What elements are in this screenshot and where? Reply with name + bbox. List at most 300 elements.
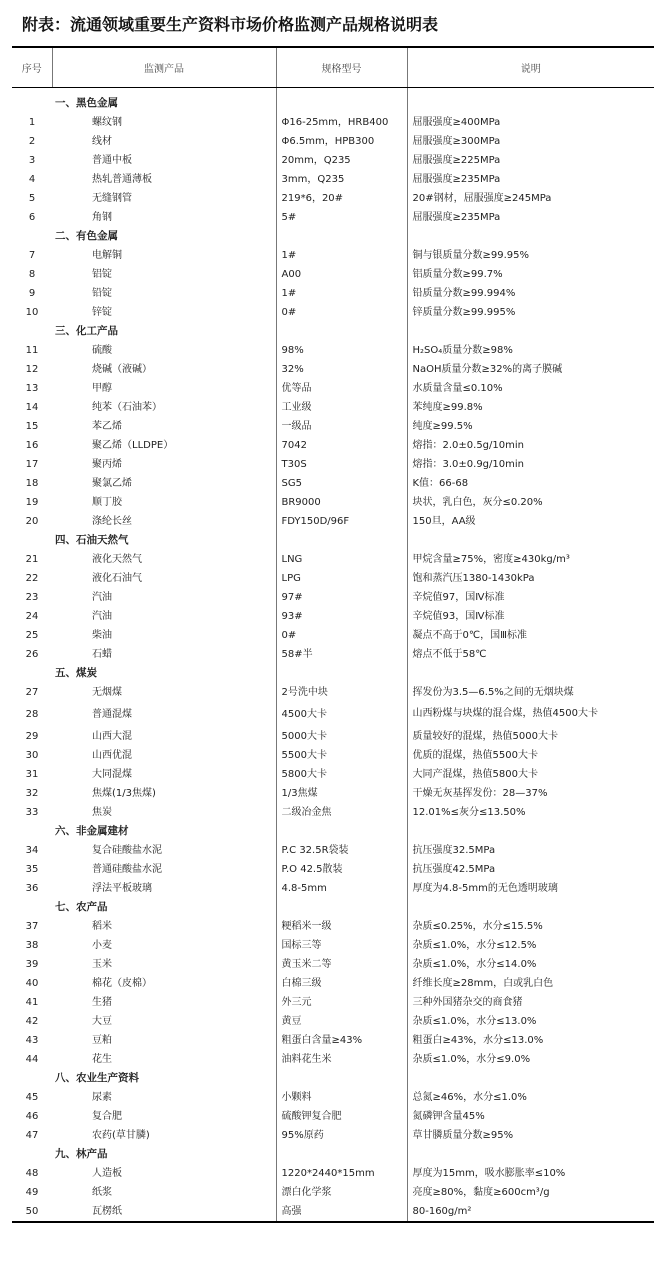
row-number: 50	[12, 1202, 52, 1222]
product-name: 线材	[92, 135, 112, 147]
desc-cell: 饱和蒸汽压1380-1430kPa	[407, 569, 654, 588]
desc-cell: 甲烷含量≥75%，密度≥430kg/m³	[407, 550, 654, 569]
product-name: 液化天然气	[92, 553, 142, 565]
table-row	[12, 588, 654, 607]
table-row	[12, 955, 654, 974]
product-name: 稻米	[92, 920, 112, 932]
table-row	[12, 860, 654, 879]
product-name: 聚乙烯（LLDPE）	[92, 439, 174, 451]
product-name: 复合肥	[92, 1110, 122, 1122]
row-number: 9	[28, 287, 36, 299]
spec-cell: 粗蛋白含量≥43%	[276, 1031, 407, 1050]
table-row	[12, 569, 654, 588]
table-row	[12, 727, 654, 746]
desc-cell: 粗蛋白≥43%，水分≤13.0%	[407, 1031, 654, 1050]
row-number: 41	[25, 996, 39, 1008]
product-name: 涤纶长丝	[92, 515, 132, 527]
row-number: 15	[25, 420, 39, 432]
product-name: 大同混煤	[92, 768, 132, 780]
row-number: 14	[25, 401, 39, 413]
product-name: 人造板	[92, 1167, 122, 1179]
table-row	[12, 841, 654, 860]
desc-cell: 质量较好的混煤，热值5000大卡	[407, 727, 654, 746]
spec-cell: 优等品	[276, 379, 407, 398]
row-number: 12	[25, 363, 39, 375]
table-row	[12, 1012, 654, 1031]
desc-cell: 杂质≤1.0%，水分≤9.0%	[407, 1050, 654, 1069]
row-number: 29	[25, 730, 39, 742]
row-number: 6	[28, 211, 36, 223]
table-row	[12, 1031, 654, 1050]
category-spec-cell	[276, 87, 407, 113]
table-row	[12, 246, 654, 265]
table-row	[12, 265, 654, 284]
spec-cell: 粳稻米一级	[276, 917, 407, 936]
spec-cell: 97#	[276, 588, 407, 607]
desc-cell: 屈服强度≥225MPa	[407, 151, 654, 170]
row-number: 48	[25, 1167, 39, 1179]
row-number: 40	[25, 977, 39, 989]
category-label: 九、林产品	[55, 1147, 108, 1160]
row-number: 39	[25, 958, 39, 970]
category-row	[12, 87, 654, 113]
product-name: 无缝钢管	[92, 192, 132, 204]
row-number: 1	[28, 116, 36, 128]
spec-cell: 4.8-5mm	[276, 879, 407, 898]
table-row	[12, 455, 654, 474]
row-number: 28	[25, 708, 39, 720]
spec-cell: T30S	[276, 455, 407, 474]
spec-cell: 1#	[276, 284, 407, 303]
desc-cell: 20#钢材，屈服强度≥245MPa	[407, 189, 654, 208]
table-row	[12, 284, 654, 303]
table-row	[12, 550, 654, 569]
header-product: 监测产品	[52, 47, 276, 87]
desc-cell: 铜与银质量分数≥99.95%	[407, 246, 654, 265]
table-row	[12, 360, 654, 379]
category-desc-cell	[407, 1069, 654, 1088]
desc-cell: 大同产混煤，热值5800大卡	[407, 765, 654, 784]
row-number: 3	[28, 154, 36, 166]
product-name: 聚丙烯	[92, 458, 122, 470]
table-row	[12, 189, 654, 208]
desc-cell: 杂质≤0.25%，水分≤15.5%	[407, 917, 654, 936]
row-number: 13	[25, 382, 39, 394]
table-body	[12, 87, 654, 1222]
table-row	[12, 803, 654, 822]
spec-cell: 4500大卡	[276, 702, 407, 727]
spec-cell: 白棉三级	[276, 974, 407, 993]
product-name: 复合硅酸盐水泥	[92, 844, 162, 856]
product-name: 山西优混	[92, 749, 132, 761]
product-name: 纯苯（石油苯）	[92, 401, 162, 413]
category-spec-cell	[276, 531, 407, 550]
spec-table	[12, 46, 654, 1223]
spec-cell: 58#半	[276, 645, 407, 664]
desc-cell: 总氮≥46%，水分≤1.0%	[407, 1088, 654, 1107]
category-no-cell	[12, 1145, 52, 1164]
table-row	[12, 993, 654, 1012]
desc-cell: 厚度为15mm，吸水膨胀率≤10%	[407, 1164, 654, 1183]
row-number: 11	[25, 344, 39, 356]
desc-cell: 杂质≤1.0%，水分≤12.5%	[407, 936, 654, 955]
desc-cell: 氮磷钾含量45%	[407, 1107, 654, 1126]
row-number: 32	[25, 787, 39, 799]
spec-cell: 硫酸钾复合肥	[276, 1107, 407, 1126]
spec-cell: 二级冶金焦	[276, 803, 407, 822]
product-name: 汽油	[92, 591, 112, 603]
product-name: 豆粕	[92, 1034, 112, 1046]
category-no-cell	[12, 1069, 52, 1088]
row-number: 24	[25, 610, 39, 622]
row-number: 34	[25, 844, 39, 856]
product-name: 顺丁胶	[92, 496, 122, 508]
table-row	[12, 379, 654, 398]
product-name: 甲醇	[92, 382, 112, 394]
row-number: 25	[25, 629, 39, 641]
category-label: 四、石油天然气	[55, 533, 129, 546]
category-desc-cell	[407, 531, 654, 550]
desc-cell: 辛烷值97，国Ⅳ标准	[407, 588, 654, 607]
desc-cell: 杂质≤1.0%，水分≤13.0%	[407, 1012, 654, 1031]
category-row	[12, 1069, 654, 1088]
row-number: 45	[25, 1091, 39, 1103]
spec-cell: FDY150D/96F	[276, 512, 407, 531]
spec-cell: BR9000	[276, 493, 407, 512]
category-spec-cell	[276, 1069, 407, 1088]
category-desc-cell	[407, 1145, 654, 1164]
product-name: 纸浆	[92, 1186, 112, 1198]
product-name: 小麦	[92, 939, 112, 951]
spec-cell: 0#	[276, 303, 407, 322]
desc-cell: 挥发份为3.5—6.5%之间的无烟块煤	[407, 683, 654, 702]
table-row	[12, 208, 654, 227]
row-number: 49	[25, 1186, 39, 1198]
table-row	[12, 607, 654, 626]
desc-cell: 熔指：3.0±0.9g/10min	[407, 455, 654, 474]
product-name: 生猪	[92, 996, 112, 1008]
row-number: 22	[25, 572, 39, 584]
row-number: 18	[25, 477, 39, 489]
desc-cell: 铅质量分数≥99.994%	[407, 284, 654, 303]
product-name: 无烟煤	[92, 686, 122, 698]
row-number: 8	[28, 268, 36, 280]
product-name: 棉花（皮棉）	[92, 977, 152, 989]
product-name: 焦煤(1/3焦煤)	[92, 787, 156, 799]
spec-cell: 黄玉米二等	[276, 955, 407, 974]
category-row	[12, 664, 654, 683]
spec-cell: 漂白化学浆	[276, 1183, 407, 1202]
product-name: 角钢	[92, 211, 112, 223]
product-name: 花生	[92, 1053, 112, 1065]
table-row	[12, 151, 654, 170]
product-name: 聚氯乙烯	[92, 477, 132, 489]
spec-cell: 98%	[276, 341, 407, 360]
spec-cell: 2号洗中块	[276, 683, 407, 702]
table-row	[12, 1050, 654, 1069]
table-row	[12, 746, 654, 765]
desc-cell: 抗压强度42.5MPa	[407, 860, 654, 879]
spec-cell: 5000大卡	[276, 727, 407, 746]
product-name: 普通硅酸盐水泥	[92, 863, 162, 875]
category-no-cell	[12, 531, 52, 550]
desc-cell: 厚度为4.8-5mm的无色透明玻璃	[407, 879, 654, 898]
category-spec-cell	[276, 898, 407, 917]
desc-cell: 抗压强度32.5MPa	[407, 841, 654, 860]
category-label: 八、农业生产资料	[55, 1071, 139, 1084]
row-number: 4	[28, 173, 36, 185]
category-label: 一、黑色金属	[55, 96, 118, 109]
desc-cell: 苯纯度≥99.8%	[407, 398, 654, 417]
row-number: 16	[25, 439, 39, 451]
desc-cell: K值：66-68	[407, 474, 654, 493]
row-number: 43	[25, 1034, 39, 1046]
category-row	[12, 898, 654, 917]
table-row	[12, 398, 654, 417]
table-row	[12, 113, 654, 132]
table-row	[12, 1088, 654, 1107]
product-name: 汽油	[92, 610, 112, 622]
spec-cell: 7042	[276, 436, 407, 455]
spec-cell: LPG	[276, 569, 407, 588]
desc-cell: 熔点不低于58℃	[407, 645, 654, 664]
desc-cell: 纤维长度≥28mm，白或乳白色	[407, 974, 654, 993]
table-row	[12, 1126, 654, 1145]
table-row	[12, 879, 654, 898]
desc-cell: 屈服强度≥235MPa	[407, 170, 654, 189]
category-label: 七、农产品	[55, 900, 108, 913]
product-name: 尿素	[92, 1091, 112, 1103]
spec-cell: 32%	[276, 360, 407, 379]
row-number: 26	[25, 648, 39, 660]
product-name: 苯乙烯	[92, 420, 122, 432]
category-desc-cell	[407, 322, 654, 341]
table-row	[12, 917, 654, 936]
spec-cell: A00	[276, 265, 407, 284]
table-row	[12, 765, 654, 784]
category-spec-cell	[276, 664, 407, 683]
table-row	[12, 626, 654, 645]
row-number: 33	[25, 806, 39, 818]
table-row	[12, 436, 654, 455]
table-row	[12, 645, 654, 664]
table-row	[12, 974, 654, 993]
table-row	[12, 1107, 654, 1126]
spec-cell: 5800大卡	[276, 765, 407, 784]
category-row	[12, 531, 654, 550]
product-name: 大豆	[92, 1015, 112, 1027]
category-label: 三、化工产品	[55, 324, 118, 337]
spec-cell: 219*6，20#	[276, 189, 407, 208]
category-desc-cell	[407, 664, 654, 683]
table-row	[12, 493, 654, 512]
category-row	[12, 822, 654, 841]
row-number: 21	[25, 553, 39, 565]
table-row	[12, 132, 654, 151]
desc-cell: 亮度≥80%，黏度≥600cm³/g	[407, 1183, 654, 1202]
desc-cell: 150旦，AA级	[407, 512, 654, 531]
page-title: 附表：流通领域重要生产资料市场价格监测产品规格说明表	[22, 15, 439, 34]
table-row	[12, 341, 654, 360]
category-desc-cell	[407, 898, 654, 917]
spec-cell: Φ6.5mm，HPB300	[276, 132, 407, 151]
category-label: 六、非金属建材	[55, 824, 129, 837]
desc-cell: 草甘膦质量分数≥95%	[407, 1126, 654, 1145]
category-no-cell	[12, 822, 52, 841]
category-no-cell	[12, 227, 52, 246]
product-name: 锌锭	[92, 306, 112, 318]
table-row	[12, 1183, 654, 1202]
product-name: 铝锭	[92, 268, 112, 280]
desc-cell: 杂质≤1.0%，水分≤14.0%	[407, 955, 654, 974]
spec-cell: 1#	[276, 246, 407, 265]
table-row	[12, 417, 654, 436]
desc-cell: 12.01%≤灰分≤13.50%	[407, 803, 654, 822]
desc-cell: 凝点不高于0℃，国Ⅲ标准	[407, 626, 654, 645]
category-desc-cell	[407, 822, 654, 841]
spec-cell: SG5	[276, 474, 407, 493]
product-name: 热轧普通薄板	[92, 173, 152, 185]
spec-cell: 油料花生米	[276, 1050, 407, 1069]
product-name: 山西大混	[92, 730, 132, 742]
desc-cell: 屈服强度≥235MPa	[407, 208, 654, 227]
spec-cell: LNG	[276, 550, 407, 569]
desc-cell: 熔指：2.0±0.5g/10min	[407, 436, 654, 455]
desc-cell: 铝质量分数≥99.7%	[407, 265, 654, 284]
table-row	[12, 170, 654, 189]
desc-cell: 屈服强度≥300MPa	[407, 132, 654, 151]
row-number: 19	[25, 496, 39, 508]
row-number: 47	[25, 1129, 39, 1141]
row-number: 17	[25, 458, 39, 470]
spec-cell: 20mm，Q235	[276, 151, 407, 170]
desc-cell: 80-160g/m²	[407, 1202, 654, 1222]
spec-cell: 0#	[276, 626, 407, 645]
spec-cell: 95%原药	[276, 1126, 407, 1145]
desc-cell: 干燥无灰基挥发份：28—37%	[407, 784, 654, 803]
category-no-cell	[12, 87, 52, 113]
category-desc-cell	[407, 227, 654, 246]
row-number: 10	[25, 306, 39, 318]
row-number: 30	[25, 749, 39, 761]
desc-cell: 水质量含量≤0.10%	[407, 379, 654, 398]
category-row	[12, 227, 654, 246]
table-row	[12, 1164, 654, 1183]
table-row	[12, 936, 654, 955]
product-name: 螺纹钢	[92, 116, 122, 128]
product-name: 电解铜	[92, 249, 122, 261]
spec-cell: 5#	[276, 208, 407, 227]
table-row	[12, 474, 654, 493]
row-number: 27	[25, 686, 39, 698]
header-desc: 说明	[407, 47, 654, 87]
spec-cell: 小颗料	[276, 1088, 407, 1107]
table-row	[12, 784, 654, 803]
spec-cell: 国标三等	[276, 936, 407, 955]
table-row	[12, 512, 654, 531]
table-row	[12, 702, 654, 727]
spec-cell: P.O 42.5散装	[276, 860, 407, 879]
spec-cell: 外三元	[276, 993, 407, 1012]
row-number: 23	[25, 591, 39, 603]
spec-cell: 黄豆	[276, 1012, 407, 1031]
row-number: 2	[28, 135, 36, 147]
row-number: 42	[25, 1015, 39, 1027]
desc-cell: 块状，乳白色，灰分≤0.20%	[407, 493, 654, 512]
row-number: 36	[25, 882, 39, 894]
row-number: 38	[25, 939, 39, 951]
table-row	[12, 1202, 654, 1222]
spec-cell: 5500大卡	[276, 746, 407, 765]
table-row	[12, 303, 654, 322]
spec-cell: 93#	[276, 607, 407, 626]
category-spec-cell	[276, 822, 407, 841]
spec-cell: P.C 32.5R袋装	[276, 841, 407, 860]
spec-cell: 3mm，Q235	[276, 170, 407, 189]
desc-cell: 三种外国猪杂交的商食猪	[407, 993, 654, 1012]
desc-cell: H₂SO₄质量分数≥98%	[407, 341, 654, 360]
category-row	[12, 322, 654, 341]
desc-cell: 纯度≥99.5%	[407, 417, 654, 436]
product-name: 玉米	[92, 958, 112, 970]
category-no-cell	[12, 898, 52, 917]
row-number: 31	[25, 768, 39, 780]
row-number: 7	[28, 249, 36, 261]
spec-cell: 1/3焦煤	[276, 784, 407, 803]
product-name: 液化石油气	[92, 572, 142, 584]
product-name: 普通混煤	[92, 708, 132, 720]
product-name: 铅锭	[92, 287, 112, 299]
desc-cell: 屈服强度≥400MPa	[407, 113, 654, 132]
category-desc-cell	[407, 87, 654, 113]
product-name: 硫酸	[92, 344, 112, 356]
product-name: 浮法平板玻璃	[92, 882, 152, 894]
spec-cell: 高强	[276, 1202, 407, 1222]
product-name: 烧碱（液碱）	[92, 363, 152, 375]
desc-cell: 山西粉煤与块煤的混合煤，热值4500大卡	[407, 702, 654, 727]
product-name: 石蜡	[92, 648, 112, 660]
header-no: 序号	[12, 47, 52, 87]
desc-cell: 辛烷值93，国Ⅳ标准	[407, 607, 654, 626]
spec-cell: 一级品	[276, 417, 407, 436]
product-name: 柴油	[92, 629, 112, 641]
category-row	[12, 1145, 654, 1164]
desc-cell: 优质的混煤，热值5500大卡	[407, 746, 654, 765]
desc-cell: NaOH质量分数≥32%的离子膜碱	[407, 360, 654, 379]
row-number: 20	[25, 515, 39, 527]
category-spec-cell	[276, 227, 407, 246]
product-name: 农药(草甘膦)	[92, 1129, 150, 1141]
category-no-cell	[12, 664, 52, 683]
table-row	[12, 683, 654, 702]
row-number: 35	[25, 863, 39, 875]
product-name: 焦炭	[92, 806, 112, 818]
category-spec-cell	[276, 1145, 407, 1164]
row-number: 44	[25, 1053, 39, 1065]
desc-cell: 锌质量分数≥99.995%	[407, 303, 654, 322]
header-spec: 规格型号	[276, 47, 407, 87]
product-name: 普通中板	[92, 154, 132, 166]
row-number: 46	[25, 1110, 39, 1122]
row-number: 5	[28, 192, 36, 204]
row-number: 37	[25, 920, 39, 932]
category-no-cell	[12, 322, 52, 341]
category-label: 二、有色金属	[55, 229, 118, 242]
product-name: 瓦楞纸	[52, 1202, 276, 1222]
spec-cell: Φ16-25mm，HRB400	[276, 113, 407, 132]
category-label: 五、煤炭	[55, 666, 97, 679]
spec-cell: 1220*2440*15mm	[276, 1164, 407, 1183]
